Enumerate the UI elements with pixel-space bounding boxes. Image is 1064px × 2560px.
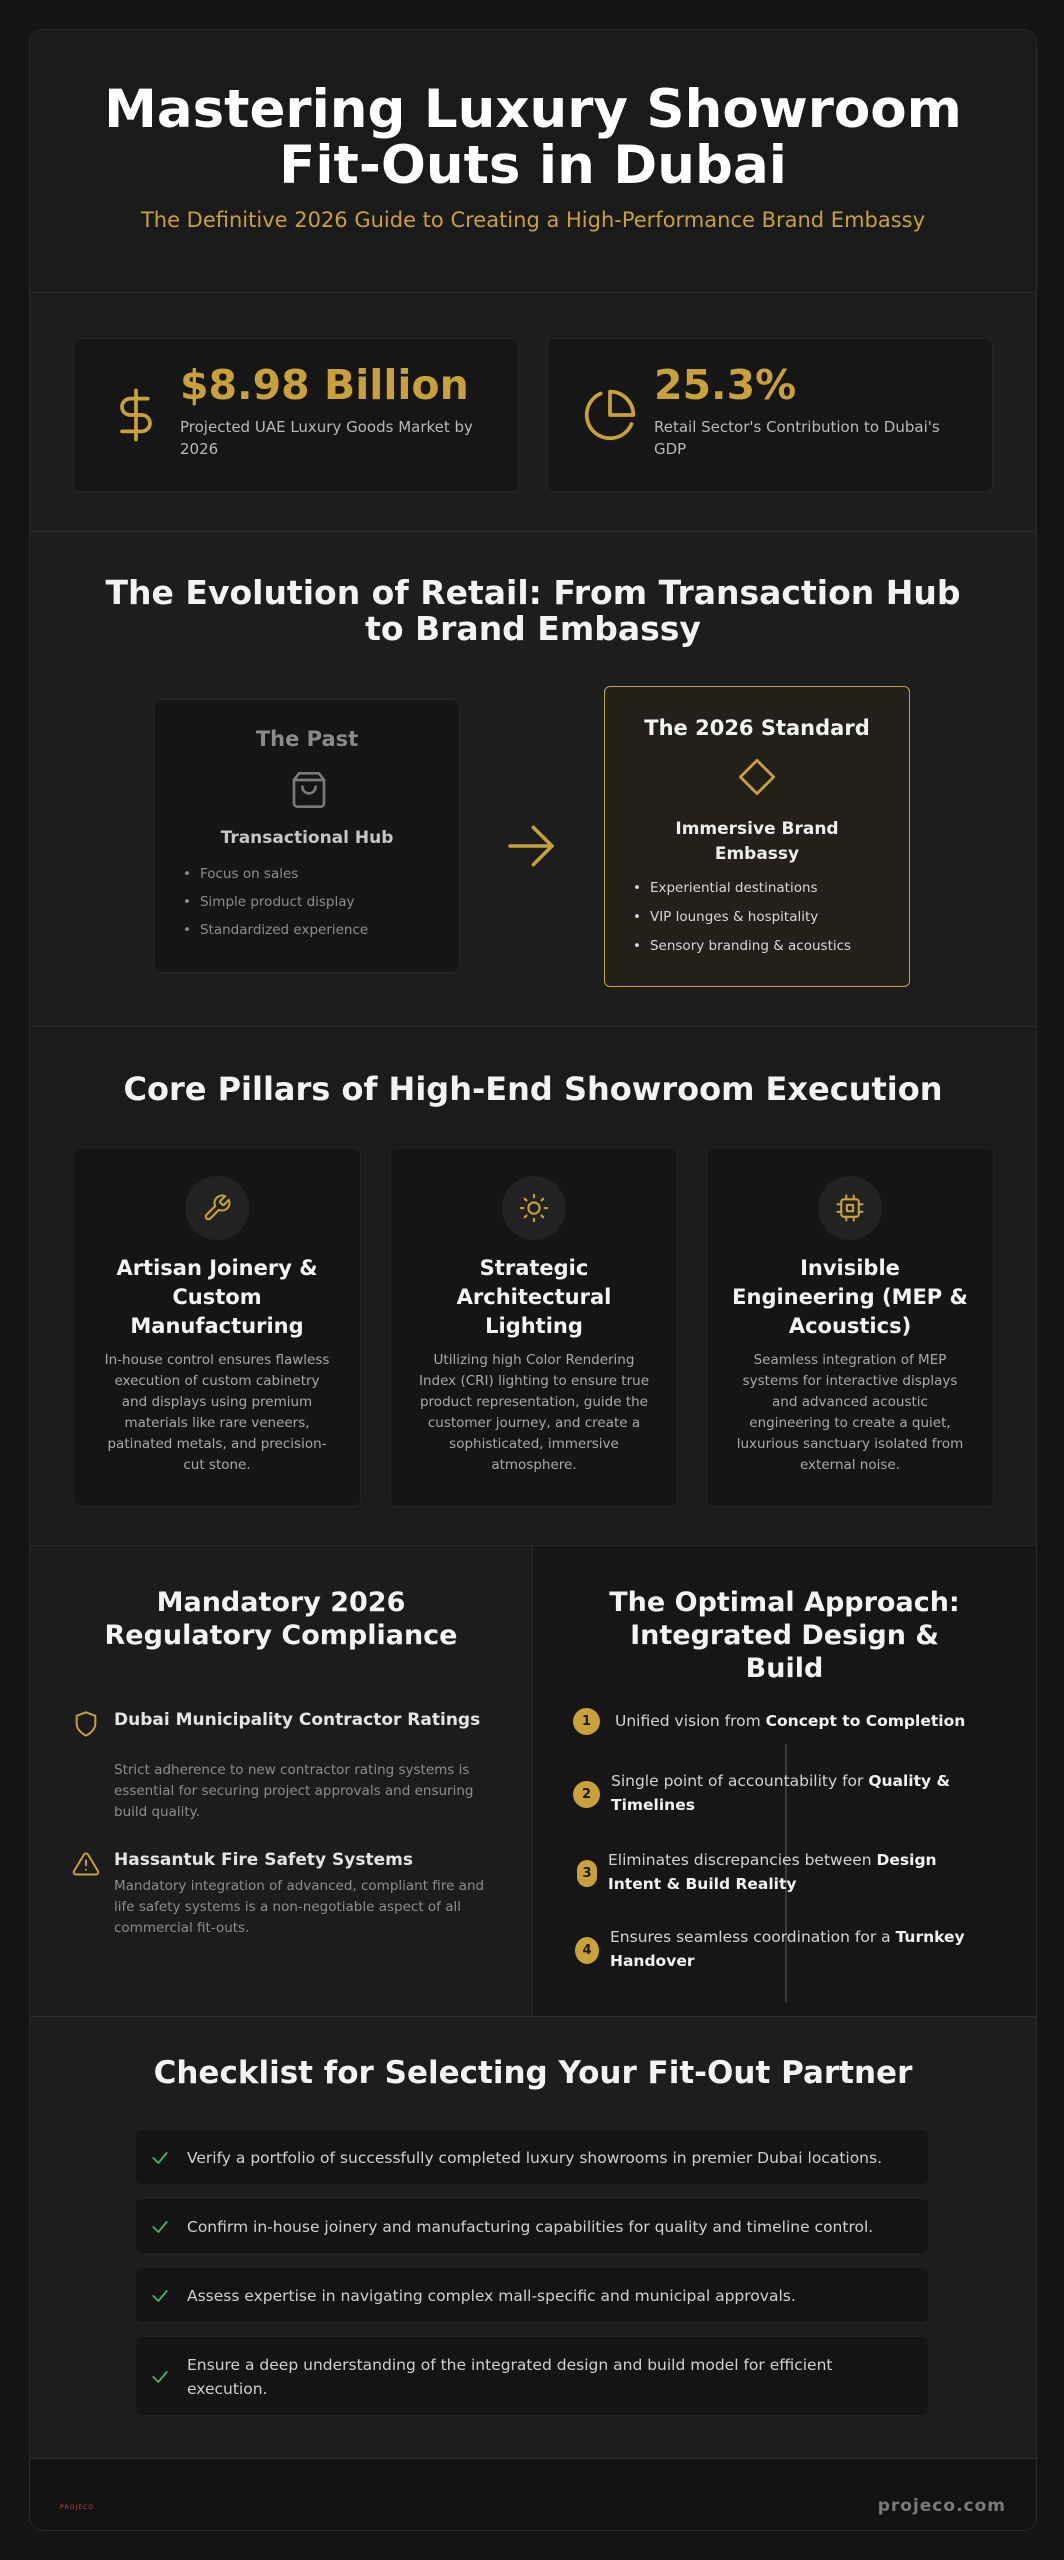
standard-title: The 2026 Standard [644, 716, 870, 740]
pillar-icon-circle [502, 1176, 566, 1240]
checklist-item [135, 2198, 929, 2254]
standard-name: Immersive Brand Embassy [675, 819, 839, 864]
list-item: • Sensory branding & acoustics [633, 938, 851, 967]
step-number: 4 [575, 1937, 599, 1964]
checklist-text: Ensure a deep understanding of the integrated design and build model for efficient execution. [187, 2356, 833, 2398]
compliance-panel [30, 1546, 533, 2017]
compliance-item-name: Dubai Municipality Contractor Ratings [114, 1710, 481, 1730]
list-item: • Simple product display [183, 894, 368, 922]
pillar-desc: In-house control ensures flawless execution of custom cabinetry and displays using premium materials like rare veneers, patinated metals, and precision-cut stone. [104, 1352, 330, 1473]
step-text: Single point of accountability for Quality & Timelines [611, 1772, 951, 1814]
step-number: 3 [577, 1860, 597, 1887]
step-text: Ensures seamless coordination for a Turnkey Handover [610, 1928, 965, 1970]
dollar-icon [108, 387, 164, 443]
pie-chart-icon [582, 387, 638, 443]
footer-url[interactable]: projeco.com [877, 2496, 1006, 2516]
arrow-right-icon [503, 818, 559, 874]
pillars-title: Core Pillars of High-End Showroom Execution [123, 1070, 943, 1108]
evolution-title: The Evolution of Retail: From Transaction Hub to Brand Embassy [105, 573, 961, 648]
shield-icon [72, 1710, 100, 1738]
standard-card [604, 686, 910, 987]
shopping-bag-icon [289, 770, 329, 810]
page-title-line1: Mastering Luxury Showroom [104, 79, 962, 140]
stat-card-gdp [547, 338, 993, 492]
stat-value: $8.98 Billion [180, 361, 469, 409]
pillar-desc: Utilizing high Color Rendering Index (CRI) lighting to ensure true product representation, guide the customer journey, and create a sophisticated, immersive atmosphere. [419, 1352, 650, 1473]
check-icon [150, 2286, 170, 2306]
step-text: Eliminates discrepancies between Design Intent & Build Reality [608, 1851, 937, 1893]
pillar-name: Invisible Engineering (MEP & Acoustics) [732, 1256, 968, 1338]
checklist-item [135, 2336, 929, 2416]
header [30, 30, 1036, 292]
past-list [183, 866, 368, 950]
checklist-section [30, 2016, 1036, 2458]
approach-title: The Optimal Approach: Integrated Design & Build [609, 1587, 960, 1684]
pillar-icon-circle [185, 1176, 249, 1240]
compliance-title: Mandatory 2026 Regulatory Compliance [104, 1587, 458, 1651]
chip-icon [835, 1193, 865, 1223]
checklist-item [135, 2267, 929, 2323]
page-subtitle: The Definitive 2026 Guide to Creating a High-Performance Brand Embassy [140, 208, 926, 232]
pillar-name: Strategic Architectural Lighting [456, 1256, 612, 1338]
list-item: • VIP lounges & hospitality [633, 909, 851, 938]
past-name: Transactional Hub [220, 828, 394, 848]
check-icon [150, 2367, 170, 2387]
list-item: • Focus on sales [183, 866, 368, 894]
step-number: 1 [573, 1708, 600, 1735]
pillar-desc: Seamless integration of MEP systems for interactive displays and advanced acoustic engineering to create a quiet, luxurious sanctuary isolated from external noise. [736, 1352, 964, 1473]
sun-icon [519, 1193, 549, 1223]
past-title: The Past [255, 727, 359, 751]
standard-list [633, 880, 851, 967]
pillars-section [30, 1026, 1036, 1545]
list-item: • Standardized experience [183, 922, 368, 950]
compliance-item-name: Hassantuk Fire Safety Systems [114, 1850, 413, 1870]
stat-label: Projected UAE Luxury Goods Market by 2026 [180, 418, 473, 458]
checklist-item [135, 2129, 929, 2185]
page-title-line2: Fit-Outs in Dubai [279, 135, 787, 196]
diamond-icon [736, 756, 778, 798]
checklist-title: Checklist for Selecting Your Fit-Out Partner [153, 2055, 913, 2091]
pillar-card [706, 1147, 994, 1507]
list-item: • Experiential destinations [633, 880, 851, 909]
checklist-text: Verify a portfolio of successfully completed luxury showrooms in premier Dubai locations. [187, 2149, 883, 2167]
checklist-text: Assess expertise in navigating complex mall-specific and municipal approvals. [187, 2287, 796, 2305]
pillar-card [73, 1147, 361, 1507]
pillar-name: Artisan Joinery & Custom Manufacturing [116, 1256, 318, 1338]
stat-label: Retail Sector's Contribution to Dubai's GDP [654, 418, 940, 458]
pillar-icon-circle [818, 1176, 882, 1240]
stat-card-market [73, 338, 519, 492]
compliance-item-desc: Strict adherence to new contractor rating systems is essential for securing project approvals and ensuring build quality. [114, 1762, 474, 1820]
compliance-approach-section [30, 1545, 1036, 2016]
page-title [30, 79, 1036, 196]
check-icon [150, 2217, 170, 2237]
step-text: Unified vision from Concept to Completion [615, 1712, 966, 1730]
wrench-icon [202, 1193, 232, 1223]
checklist-text: Confirm in-house joinery and manufacturing capabilities for quality and timeline control. [187, 2218, 874, 2236]
pillar-card [390, 1147, 678, 1507]
stats-section [30, 292, 1036, 531]
evolution-section [30, 531, 1036, 1026]
compliance-item-desc: Mandatory integration of advanced, compliant fire and life safety systems is a non-negotiable aspect of all commercial fit-outs. [114, 1878, 485, 1936]
step-number: 2 [573, 1781, 600, 1808]
stat-value: 25.3% [654, 361, 797, 409]
check-icon [150, 2148, 170, 2168]
brand-logo[interactable]: PROJECO [60, 2504, 94, 2511]
footer [30, 2458, 1036, 2530]
approach-panel [533, 1546, 1036, 2017]
infographic-card [29, 29, 1037, 2531]
past-card [154, 699, 460, 973]
warning-icon [72, 1850, 100, 1878]
